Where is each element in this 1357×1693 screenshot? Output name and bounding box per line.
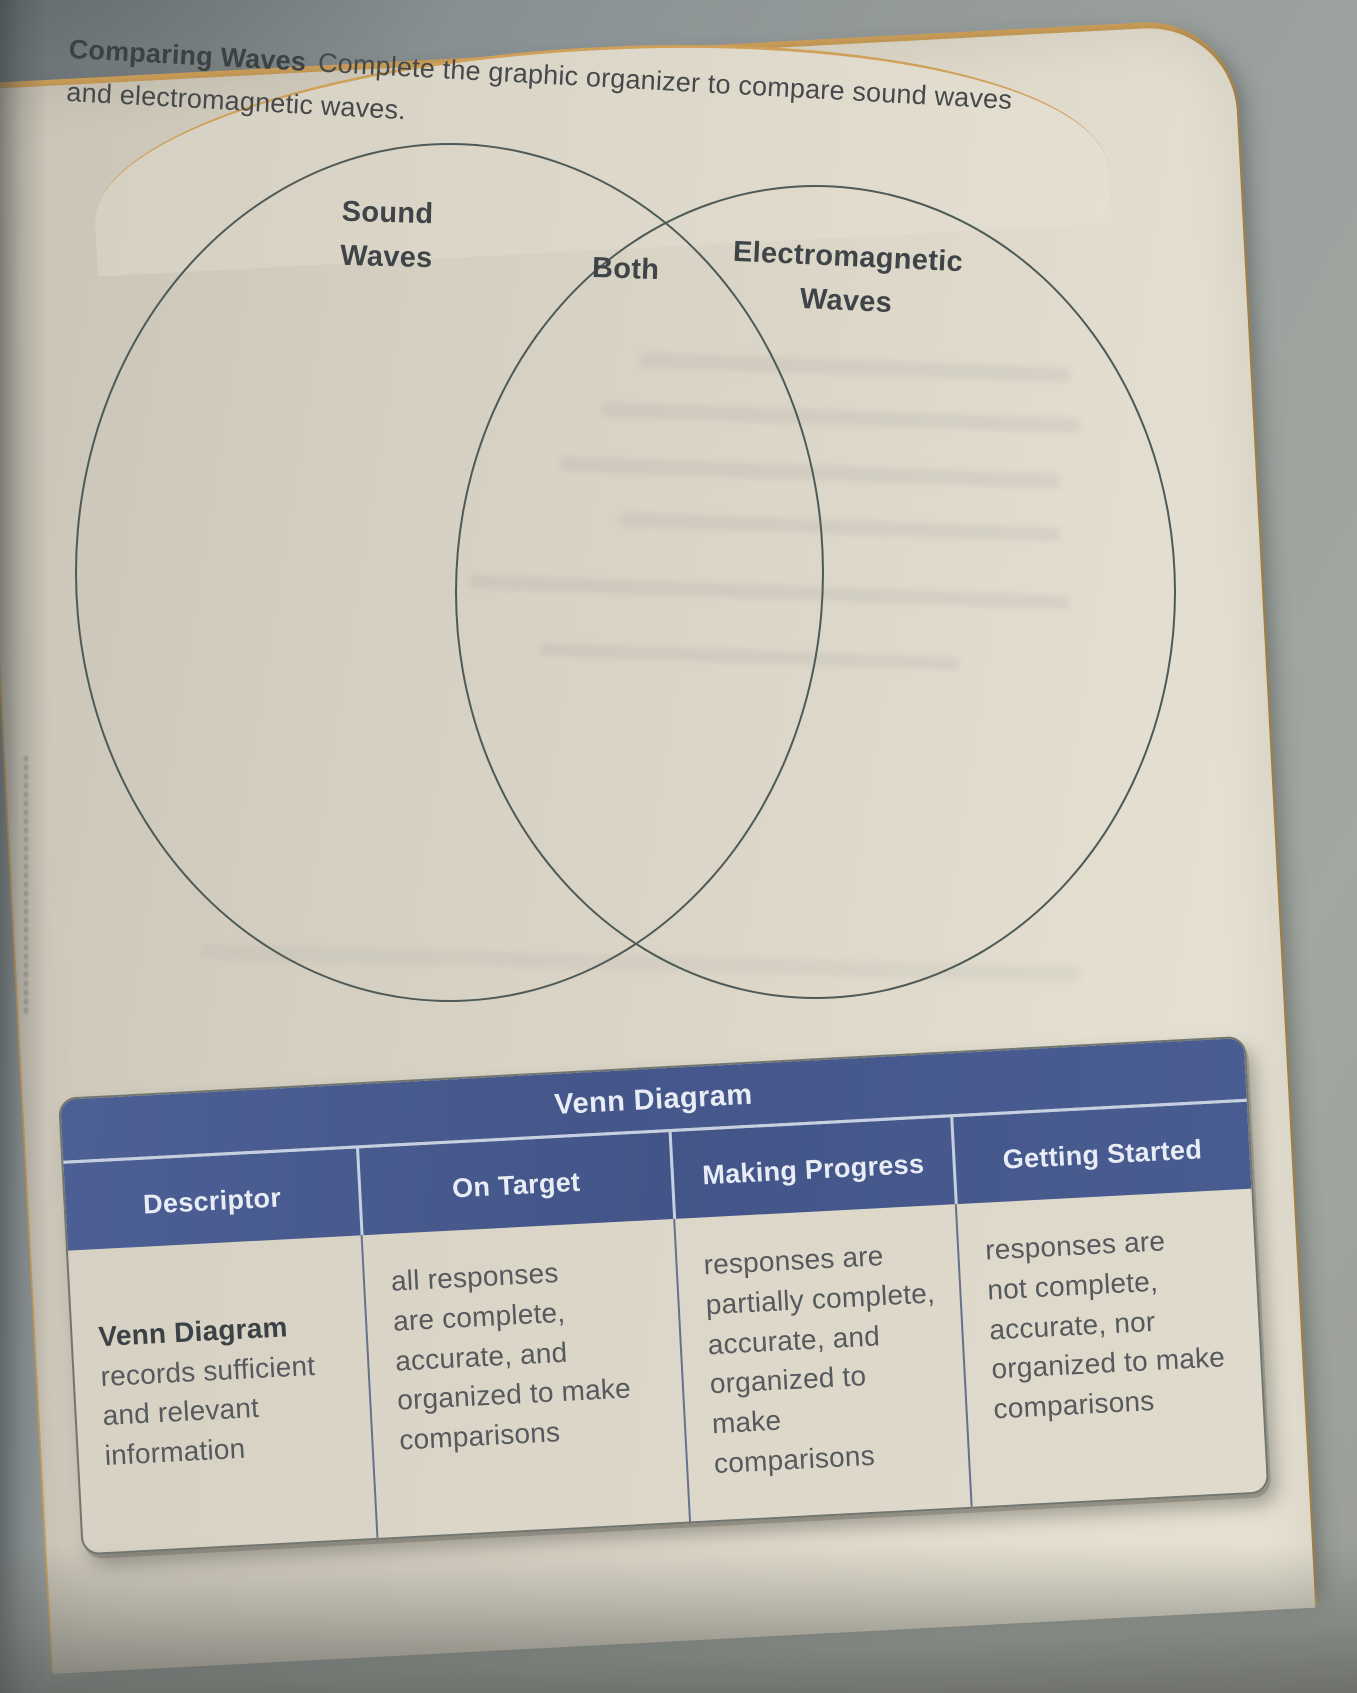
instruction-body: Complete the graphic organizer to compare sound waves and electromagnetic waves. [65, 47, 1013, 125]
book-gutter-shadow [0, 0, 48, 1693]
rubric-title: Venn Diagram [60, 1038, 1247, 1161]
venn-label-sound-waves: Sound Waves [339, 195, 434, 274]
rubric-header-descriptor: Descriptor [142, 1182, 282, 1220]
rubric-header-getting-started: Getting Started [950, 1102, 1251, 1204]
rubric-cell-making-progress: responses are partially complete, accurate, and organized to make comparisons [673, 1204, 970, 1521]
rubric-header-making-progress: Making Progress [669, 1117, 955, 1219]
instruction-title: Comparing Waves [68, 33, 307, 77]
page-bottom-shadow [0, 1543, 1357, 1693]
venn-label-both: Both [591, 251, 660, 287]
rubric-cell-on-target: all responses are complete, accurate, and organized to make comparisons [361, 1219, 689, 1537]
rubric-cell-descriptor [68, 1235, 376, 1552]
rubric-cell-descriptor-text: records sufficient and relevant information [99, 1349, 316, 1472]
rubric-table [58, 1036, 1269, 1555]
venn-label-electromagnetic-waves: Electromagnetic Waves [732, 235, 964, 319]
rubric-cell-getting-started: responses are not complete, accurate, nor organized to make comparisons [955, 1189, 1267, 1507]
rubric-body-row [68, 1189, 1267, 1553]
rubric-cell-descriptor-title: Venn Diagram [97, 1311, 289, 1352]
rubric-header-on-target: On Target [356, 1132, 673, 1235]
